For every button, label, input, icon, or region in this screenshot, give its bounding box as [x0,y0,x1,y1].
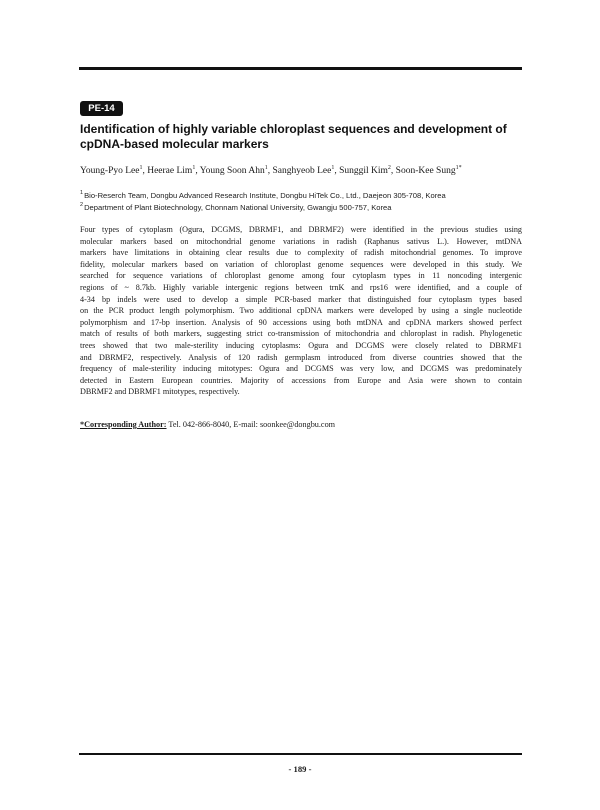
abstract-line: markers have limitations in obtaining clear results due to complexity of radish mitochondrial genomes. To improve [80,248,522,258]
corresponding-label: *Corresponding Author: [80,420,167,429]
abstract-line: DBRMF2 and DBRMF1 mitotypes, respectively. [80,387,240,397]
tel-label: Tel. [168,420,181,429]
session-badge: PE-14 [80,101,123,116]
affiliation-text: Bio-Reserch Team, Dongbu Advanced Research Institute, Dongbu HiTek Co., Ltd., Daejeon 305-708, Korea [84,191,446,200]
author-name: Young-Pyo Lee [80,166,140,176]
email-value[interactable]: soonkee@dongbu.com [259,420,336,429]
title-line: cpDNA-based molecular markers [80,137,269,151]
corresponding-author [80,419,520,430]
abstract-line: detected in Eastern European countries. Majority of accessions from Europe and Asia were shown to contain [80,375,522,385]
author-name: Sanghyeob Lee [272,166,332,176]
author-name: Sunggil Kim [339,166,388,176]
author-affiliation-mark: 1* [455,164,462,171]
abstract-line: fidelity, molecular markers based on variation of chloroplast genome sequences were developed in this study. We [80,259,522,269]
affiliation [80,202,520,214]
paper-title [80,122,525,152]
author-list: Young-Pyo Lee$^1$, Heerae Lim$^1$, Young Soon Ahn$^1$, Sanghyeob Lee$^1$, Sunggil Kim$^2$, Soon-Kee Sung$^{1*}$ [80,164,462,176]
title-line: Identification of highly variable chloroplast sequences and development of [80,122,507,136]
abstract-line: and DBRMF2, respectively. Analysis of 120 radish germplasm introduced from diverse countries showed that the [80,352,522,362]
author-affiliation-mark: 1 [139,164,143,171]
bottom-rule [79,753,522,755]
author-name: Young Soon Ahn [199,166,265,176]
abstract-line: trees showed that two male-sterility inducing cytoplasms: Ogura and DCGMS were closely related to DBRMF1 [80,340,522,350]
email-label: E-mail: [233,420,258,429]
top-rule [79,67,522,70]
author-affiliation-mark: 1 [331,164,335,171]
affiliation-list [80,190,520,213]
abstract-line: frequency of male-sterility inducing mitotypes: Ogura and DCGMS was very low, and DCGMS was predominately [80,364,522,374]
abstract-line: on the PCR product length polymorphism. Two additional cpDNA markers were developed by using a single nucleotide [80,306,522,316]
author-affiliation-mark: 1 [264,164,268,171]
abstract-line: molecular markers based on mitochondrial genome variations in radish (Raphanus sativus L.). However, mtDNA [80,236,522,246]
abstract-line: match of results of both markers, suggesting strict co-transmission of mitochondria and chloroplast in radish. Phylogenetic [80,329,522,339]
affiliation-number: 1 [80,190,84,197]
abstract-line: polymorphism and 17-bp insertion. Analysis of 90 accessions using both mtDNA and cpDNA markers showed perfect [80,317,522,327]
abstract [80,224,522,398]
affiliation-number: 2 [80,201,84,208]
abstract-line: 4-34 bp indels were used to develop a simple PCR-based marker that distinguished four cytoplasm types based [80,294,522,304]
author-name: Heerae Lim [147,166,193,176]
affiliation-text: Department of Plant Biotechnology, Chonnam National University, Gwangju 500-757, Korea [84,202,392,212]
abstract-line: searched for sequence variations of chloroplast genome among four cytoplasm types in 11 noncoding intergenic [80,271,522,281]
author-affiliation-mark: 1 [192,164,196,171]
affiliation [80,190,520,202]
tel-value: 042-866-8040, [182,420,232,429]
author-name: Soon-Kee Sung [395,166,456,176]
page-number: - 189 - [288,764,312,774]
author-affiliation-mark: 2 [387,164,391,171]
abstract-line: regions of ~ 8.7kb. Highly variable intergenic regions between trnK and rps16 were identified, and a couple of [80,282,522,292]
abstract-line: Four types of cytoplasm (Ogura, DCGMS, DBRMF1, and DBRMF2) were identified in the previous studies using [80,225,522,234]
